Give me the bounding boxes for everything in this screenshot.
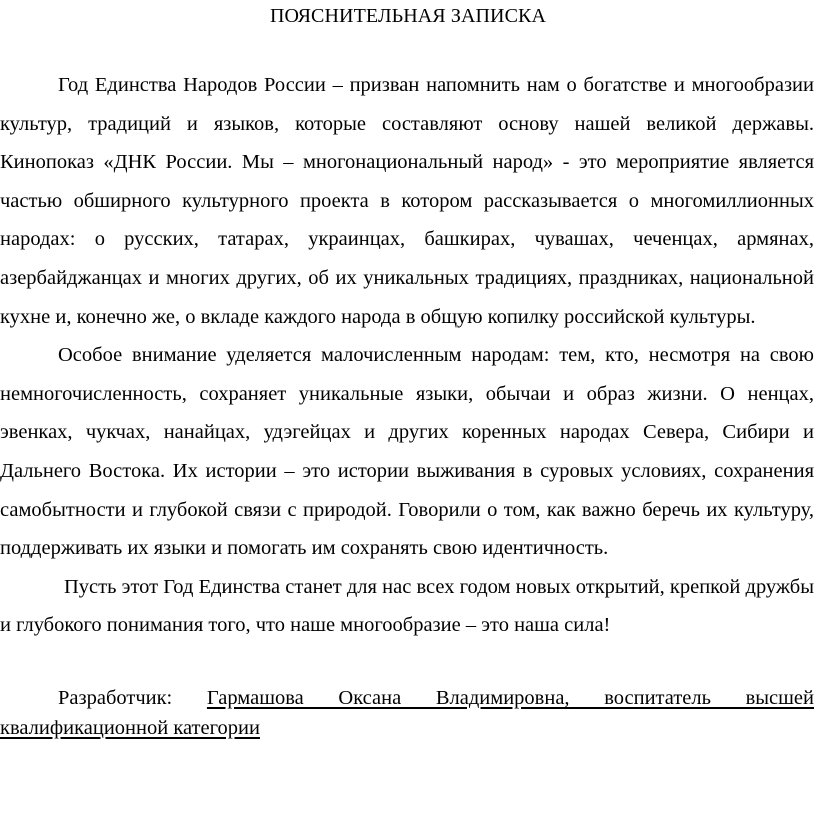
developer-name: Гармашова Оксана Владимировна, воспитатель высшей квалификационной категории	[0, 686, 815, 739]
paragraph-intro: Год Единства Народов России – призван напомнить нам о богатстве и многообразии культур, традиций и языков, которые составляют основу нашей великой державы. Кинопоказ «ДНК России. Мы – многонациональный народ» - это мероприятие является частью обширного культурного проекта в котором рассказывается о многомиллионных народах: о русских, татарах, украинцах, башкирах, чувашах, чеченцах, армянах, азербайджанцах и многих других, об их уникальных традициях, праздниках, национальной кухне и, конечно же, о вкладе каждого народа в общую копилку российской культуры.	[0, 74, 814, 328]
document-title: ПОЯСНИТЕЛЬНАЯ ЗАПИСКА	[269, 5, 547, 27]
developer-line	[0, 683, 814, 743]
paragraph-small-peoples: Особое внимание уделяется малочисленным народам: тем, кто, несмотря на свою немногочисленность, сохраняет уникальные языки, обычаи и образ жизни. О ненцах, эвенках, чукчах, нанайцах, удэгейцах и других коренных народах Севера, Сибири и Дальнего Востока. Их истории – это истории выживания в суровых условиях, сохранения самобытности и глубокой связи с природой. Говорили о том, как важно беречь их культуру, поддерживать их языки и помогать им сохранять свою идентичность.	[0, 344, 814, 560]
document-body	[0, 66, 814, 743]
developer-label: Разработчик:	[58, 686, 173, 709]
paragraph-closing: Пусть этот Год Единства станет для нас всех годом новых открытий, крепкой дружбы и глубокого понимания того, что наше многообразие – это наша сила!	[0, 575, 814, 637]
blank-line	[0, 645, 814, 683]
